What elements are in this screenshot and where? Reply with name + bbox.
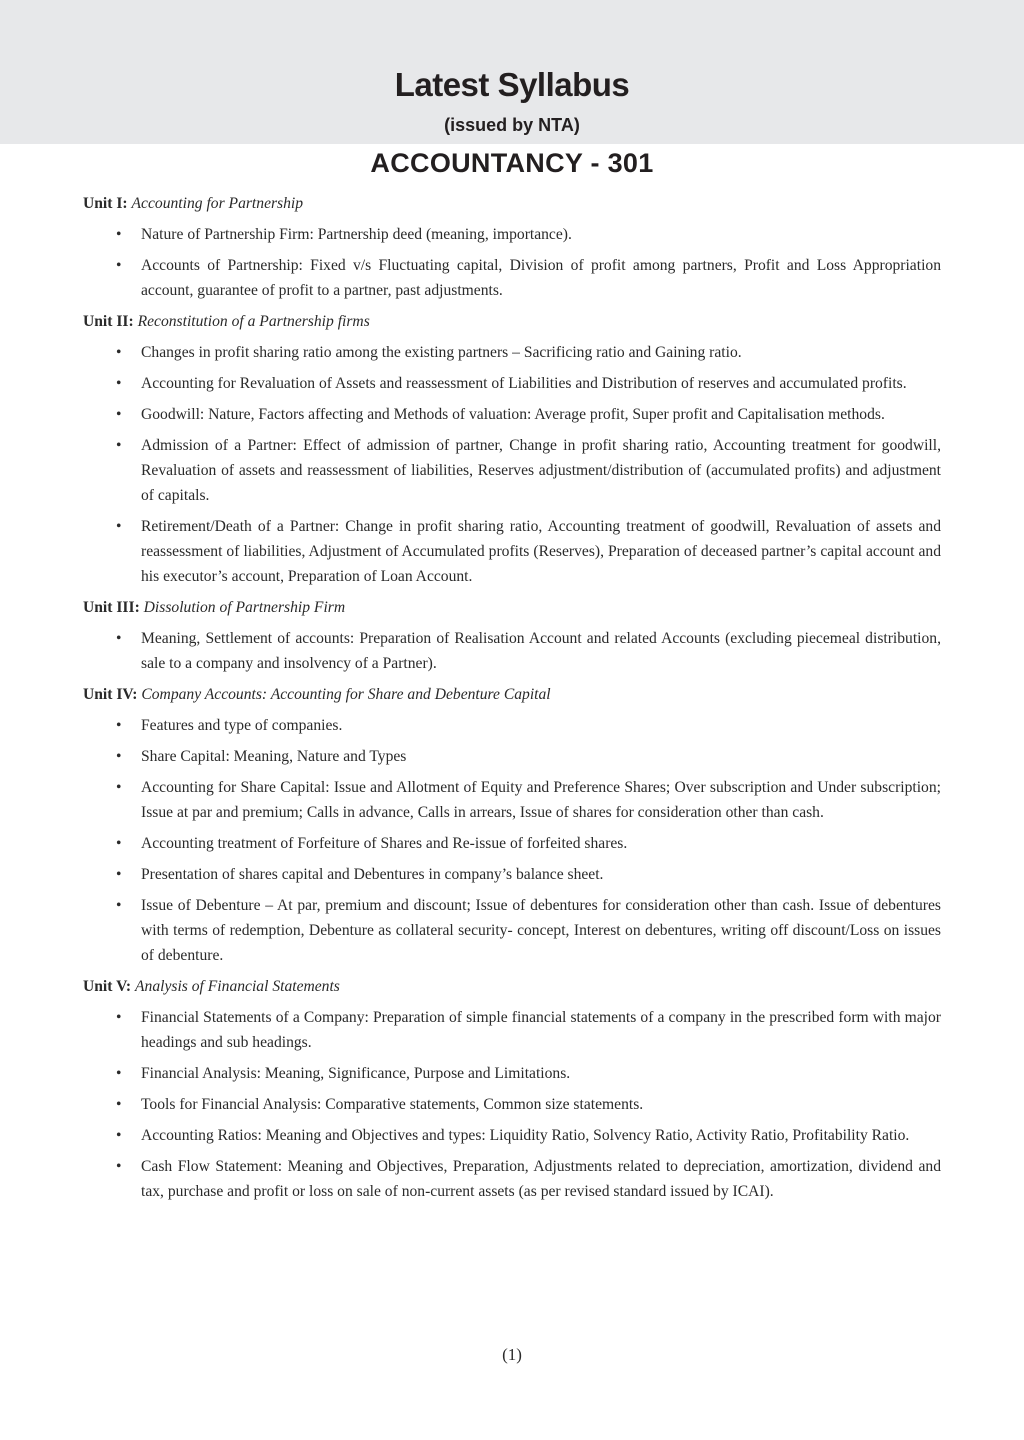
bullet-icon: • — [116, 835, 122, 852]
bullet-icon: • — [116, 375, 122, 392]
unit-title: Analysis of Financial Statements — [135, 978, 340, 995]
bullet-icon: • — [116, 717, 122, 734]
unit-title: Reconstitution of a Partnership firms — [137, 313, 370, 330]
bullet-icon: • — [116, 1127, 122, 1144]
list-item: • Changes in profit sharing ratio among the existing partners – Sacrificing ratio and Gaining ratio. — [83, 340, 941, 365]
unit-topic-list — [83, 340, 941, 589]
unit-label: Unit I: — [83, 195, 128, 212]
list-item: • Tools for Financial Analysis: Comparative statements, Common size statements. — [83, 1092, 941, 1117]
unit-topic-list — [83, 713, 941, 968]
bullet-icon: • — [116, 257, 122, 274]
list-item: • Admission of a Partner: Effect of admission of partner, Change in profit sharing ratio, Accounting treatment for goodwill, Revaluation of assets and reassessment of liabilities, Reserves adjustment/distribution of (accumulated profits) and adjustment of capitals. — [83, 433, 941, 508]
list-item: • Accounting Ratios: Meaning and Objectives and types: Liquidity Ratio, Solvency Ratio, Activity Ratio, Profitability Ratio. — [83, 1123, 941, 1148]
bullet-icon: • — [116, 226, 122, 243]
list-item: • Issue of Debenture – At par, premium and discount; Issue of debentures for consideration other than cash. Issue of debentures with terms of redemption, Debenture as collateral security- concept, Interest on debentures, writing off discount/Loss on issues of debenture. — [83, 893, 941, 968]
list-item: • Retirement/Death of a Partner: Change in profit sharing ratio, Accounting treatment of goodwill, Revaluation of assets and reassessment of liabilities, Adjustment of Accumulated profits (Reserves), Preparation of deceased partner’s capital account and his executor’s account, Preparation of Loan Account. — [83, 514, 941, 589]
list-item: • Accounts of Partnership: Fixed v/s Fluctuating capital, Division of profit among partners, Profit and Loss Appropriation account, guarantee of profit to a partner, past adjustments. — [83, 253, 941, 303]
list-item: • Financial Statements of a Company: Preparation of simple financial statements of a company in the prescribed form with major headings and sub headings. — [83, 1005, 941, 1055]
list-item: • Accounting for Share Capital: Issue and Allotment of Equity and Preference Shares; Over subscription and Under subscription; Issue at par and premium; Calls in advance, Calls in arrears, Issue of shares for consideration other than cash. — [83, 775, 941, 825]
unit-topic-list — [83, 222, 941, 303]
page-number: (1) — [502, 1345, 522, 1364]
unit-heading — [83, 974, 941, 999]
list-item: • Financial Analysis: Meaning, Significance, Purpose and Limitations. — [83, 1061, 941, 1086]
unit-heading — [83, 309, 941, 334]
list-item: • Accounting treatment of Forfeiture of Shares and Re-issue of forfeited shares. — [83, 831, 941, 856]
bullet-icon: • — [116, 1158, 122, 1175]
unit-label: Unit II: — [83, 313, 134, 330]
list-item: • Nature of Partnership Firm: Partnership deed (meaning, importance). — [83, 222, 941, 247]
bullet-icon: • — [116, 630, 122, 647]
unit-label: Unit III: — [83, 599, 140, 616]
bullet-icon: • — [116, 1065, 122, 1082]
bullet-icon: • — [116, 779, 122, 796]
bullet-icon: • — [116, 406, 122, 423]
subject-heading: ACCOUNTANCY - 301 — [370, 148, 654, 178]
unit-title: Company Accounts: Accounting for Share and Debenture Capital — [141, 686, 551, 703]
bullet-icon: • — [116, 897, 122, 914]
list-item: • Share Capital: Meaning, Nature and Types — [83, 744, 941, 769]
page-title: Latest Syllabus — [394, 66, 630, 103]
list-item: • Meaning, Settlement of accounts: Preparation of Realisation Account and related Accounts (excluding piecemeal distribution, sale to a company and insolvency of a Partner). — [83, 626, 941, 676]
bullet-icon: • — [116, 437, 122, 454]
list-item: • Features and type of companies. — [83, 713, 941, 738]
bullet-icon: • — [116, 344, 122, 361]
syllabus-content — [83, 191, 941, 1210]
list-item: • Presentation of shares capital and Debentures in company’s balance sheet. — [83, 862, 941, 887]
unit-topic-list — [83, 1005, 941, 1204]
unit-title: Dissolution of Partnership Firm — [143, 599, 346, 616]
bullet-icon: • — [116, 1009, 122, 1026]
unit-title: Accounting for Partnership — [131, 195, 304, 212]
bullet-icon: • — [116, 866, 122, 883]
unit-heading — [83, 595, 941, 620]
page-subtitle: (issued by NTA) — [444, 115, 580, 135]
bullet-icon: • — [116, 518, 122, 535]
unit-heading — [83, 191, 941, 216]
unit-label: Unit V: — [83, 978, 132, 995]
bullet-icon: • — [116, 1096, 122, 1113]
unit-heading — [83, 682, 941, 707]
unit-label: Unit IV: — [83, 686, 138, 703]
unit-topic-list — [83, 626, 941, 676]
bullet-icon: • — [116, 748, 122, 765]
list-item: • Accounting for Revaluation of Assets and reassessment of Liabilities and Distribution of reserves and accumulated profits. — [83, 371, 941, 396]
list-item: • Cash Flow Statement: Meaning and Objectives, Preparation, Adjustments related to depreciation, amortization, dividend and tax, purchase and profit or loss on sale of non-current assets (as per revised standard issued by ICAI). — [83, 1154, 941, 1204]
list-item: • Goodwill: Nature, Factors affecting and Methods of valuation: Average profit, Super profit and Capitalisation methods. — [83, 402, 941, 427]
